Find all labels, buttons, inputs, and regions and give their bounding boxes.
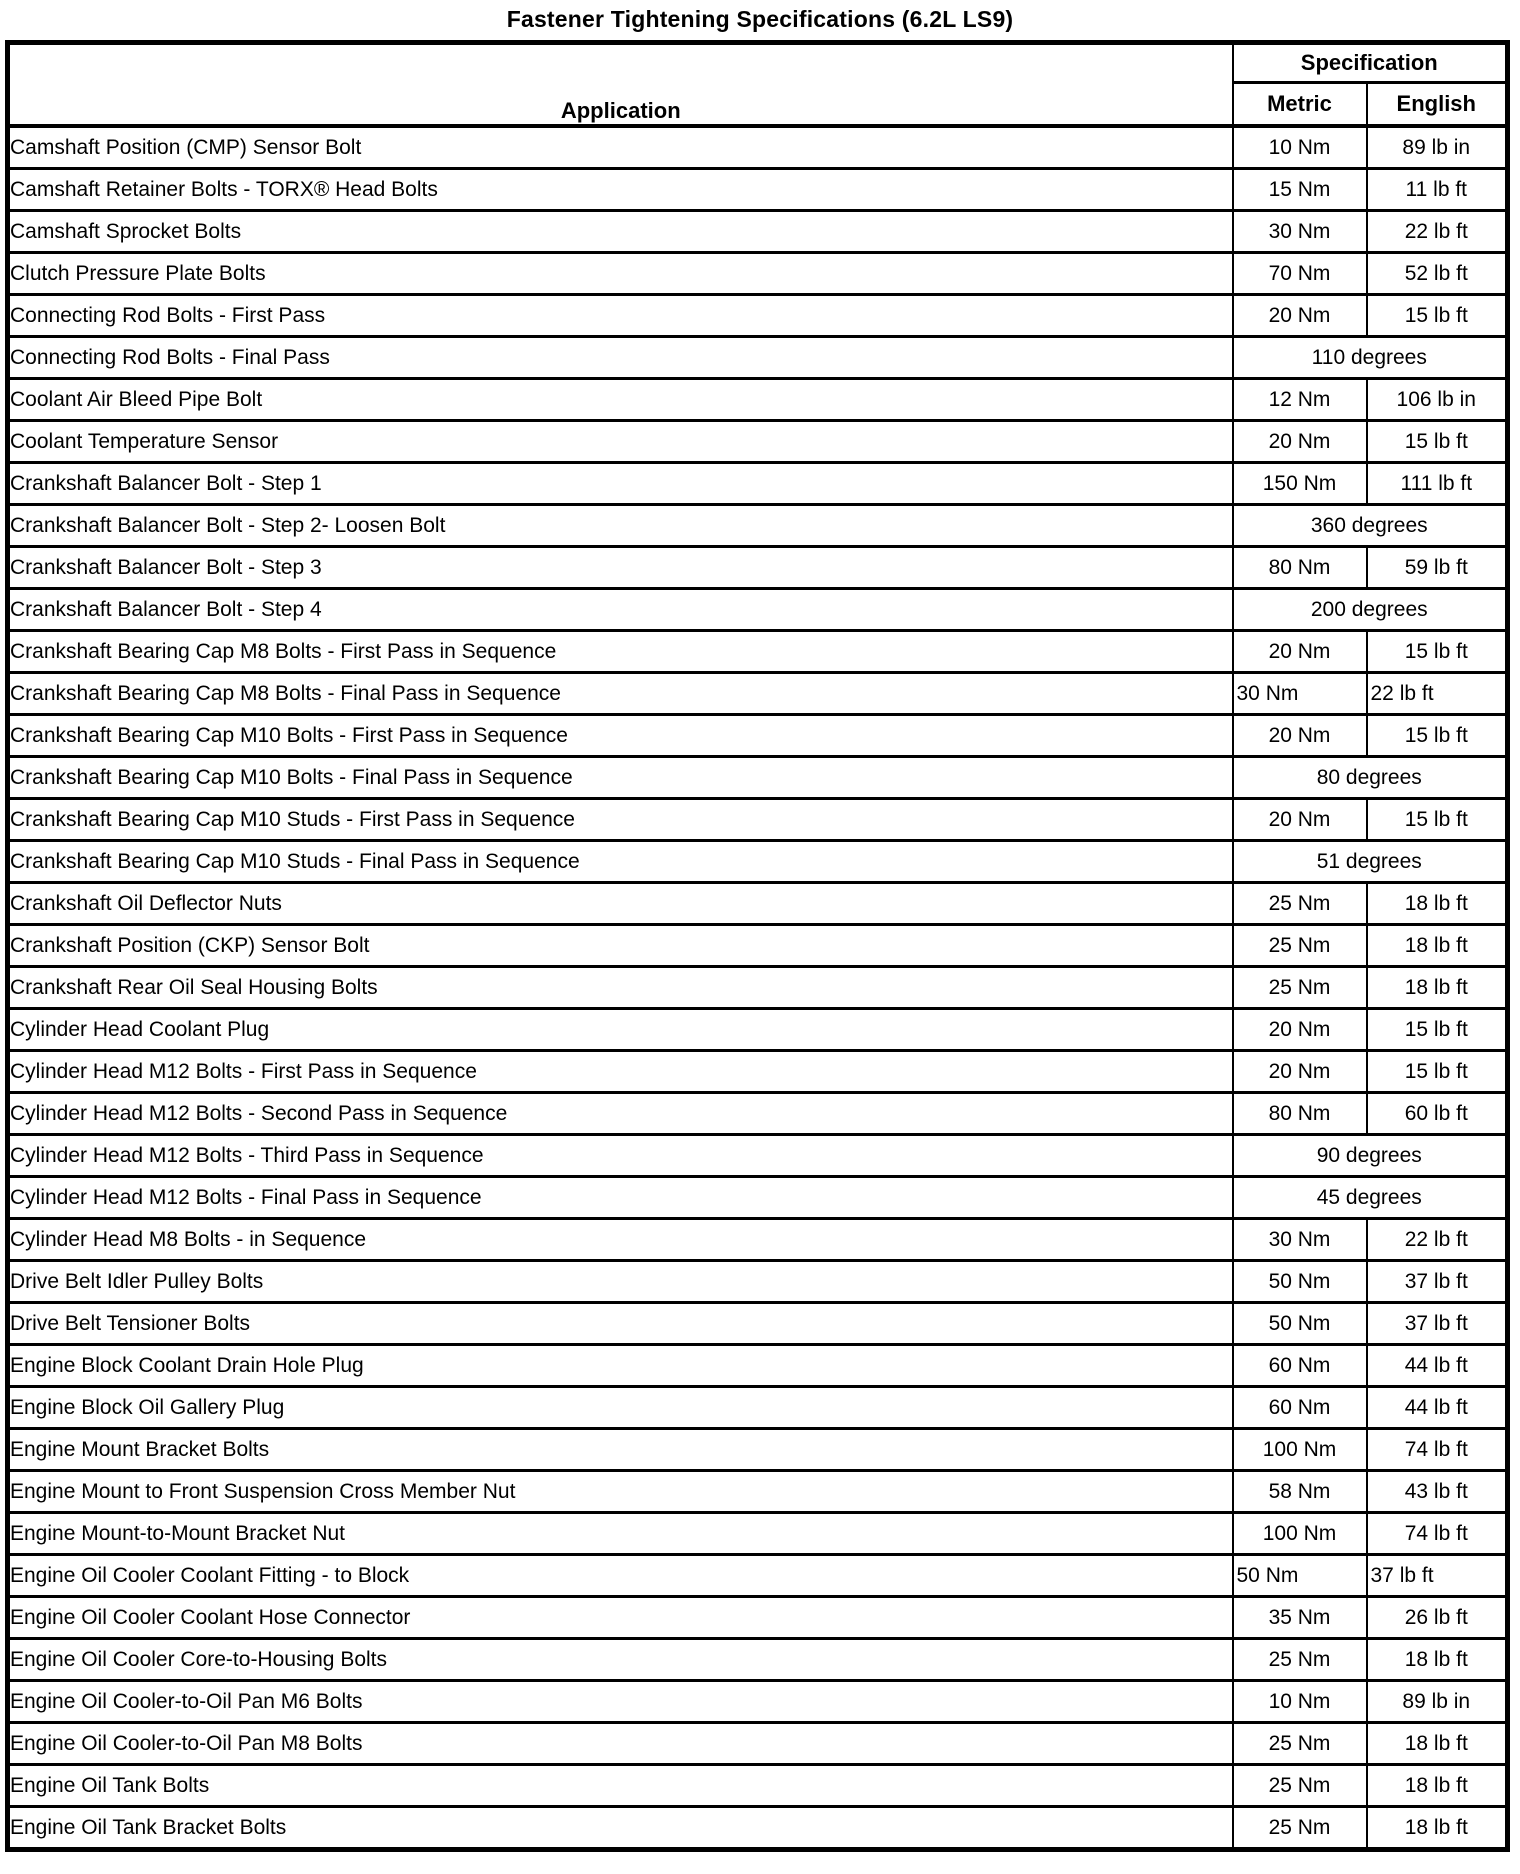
table-row <box>8 1429 1508 1471</box>
application-cell: Coolant Air Bleed Pipe Bolt <box>8 379 1233 421</box>
application-cell: Crankshaft Rear Oil Seal Housing Bolts <box>8 967 1233 1009</box>
metric-cell: 150 Nm <box>1233 463 1367 505</box>
metric-cell: 15 Nm <box>1233 169 1367 211</box>
english-cell: 15 lb ft <box>1367 1051 1508 1093</box>
table-row <box>8 1387 1508 1429</box>
table-row <box>8 841 1508 883</box>
application-cell: Crankshaft Bearing Cap M10 Bolts - Final Pass in Sequence <box>8 757 1233 799</box>
specification-span-cell: 90 degrees <box>1233 1135 1508 1177</box>
application-cell: Crankshaft Balancer Bolt - Step 3 <box>8 547 1233 589</box>
table-row <box>8 1639 1508 1681</box>
english-cell: 15 lb ft <box>1367 421 1508 463</box>
metric-cell: 20 Nm <box>1233 1009 1367 1051</box>
application-cell: Engine Oil Cooler Core-to-Housing Bolts <box>8 1639 1233 1681</box>
metric-cell: 100 Nm <box>1233 1513 1367 1555</box>
table-row <box>8 673 1508 715</box>
metric-cell: 20 Nm <box>1233 631 1367 673</box>
table-row <box>8 925 1508 967</box>
table-row <box>8 1765 1508 1807</box>
english-cell: 11 lb ft <box>1367 169 1508 211</box>
table-row <box>8 967 1508 1009</box>
application-cell: Engine Oil Tank Bolts <box>8 1765 1233 1807</box>
english-cell: 18 lb ft <box>1367 1723 1508 1765</box>
english-cell: 15 lb ft <box>1367 631 1508 673</box>
table-row <box>8 1807 1508 1850</box>
english-header: English <box>1367 83 1508 127</box>
table-row <box>8 1345 1508 1387</box>
table-row <box>8 253 1508 295</box>
english-cell: 60 lb ft <box>1367 1093 1508 1135</box>
metric-cell: 35 Nm <box>1233 1597 1367 1639</box>
english-cell: 37 lb ft <box>1367 1303 1508 1345</box>
application-cell: Cylinder Head M12 Bolts - First Pass in Sequence <box>8 1051 1233 1093</box>
application-cell: Camshaft Sprocket Bolts <box>8 211 1233 253</box>
metric-cell: 25 Nm <box>1233 1639 1367 1681</box>
english-cell: 89 lb in <box>1367 126 1508 169</box>
application-cell: Engine Mount to Front Suspension Cross Member Nut <box>8 1471 1233 1513</box>
table-body <box>8 126 1508 1850</box>
application-cell: Camshaft Position (CMP) Sensor Bolt <box>8 126 1233 169</box>
english-cell: 106 lb in <box>1367 379 1508 421</box>
metric-cell: 70 Nm <box>1233 253 1367 295</box>
table-row <box>8 463 1508 505</box>
table-row <box>8 169 1508 211</box>
application-cell: Crankshaft Balancer Bolt - Step 4 <box>8 589 1233 631</box>
specification-span-cell: 360 degrees <box>1233 505 1508 547</box>
metric-cell: 25 Nm <box>1233 1723 1367 1765</box>
specification-span-cell: 200 degrees <box>1233 589 1508 631</box>
english-cell: 59 lb ft <box>1367 547 1508 589</box>
application-cell: Engine Block Oil Gallery Plug <box>8 1387 1233 1429</box>
english-cell: 44 lb ft <box>1367 1387 1508 1429</box>
application-cell: Crankshaft Bearing Cap M10 Studs - Final Pass in Sequence <box>8 841 1233 883</box>
table-row <box>8 1555 1508 1597</box>
table-row <box>8 1303 1508 1345</box>
metric-cell: 25 Nm <box>1233 883 1367 925</box>
metric-cell: 30 Nm <box>1233 211 1367 253</box>
table-row <box>8 295 1508 337</box>
english-cell: 18 lb ft <box>1367 883 1508 925</box>
table-row <box>8 883 1508 925</box>
metric-cell: 12 Nm <box>1233 379 1367 421</box>
table-row <box>8 547 1508 589</box>
table-row <box>8 421 1508 463</box>
metric-cell: 20 Nm <box>1233 799 1367 841</box>
metric-cell: 50 Nm <box>1233 1303 1367 1345</box>
application-cell: Crankshaft Bearing Cap M8 Bolts - Final Pass in Sequence <box>8 673 1233 715</box>
table-row <box>8 715 1508 757</box>
table-row <box>8 126 1508 169</box>
application-cell: Crankshaft Balancer Bolt - Step 1 <box>8 463 1233 505</box>
specification-span-cell: 51 degrees <box>1233 841 1508 883</box>
application-cell: Cylinder Head M12 Bolts - Final Pass in Sequence <box>8 1177 1233 1219</box>
application-cell: Cylinder Head M8 Bolts - in Sequence <box>8 1219 1233 1261</box>
application-cell: Drive Belt Tensioner Bolts <box>8 1303 1233 1345</box>
application-cell: Connecting Rod Bolts - First Pass <box>8 295 1233 337</box>
metric-cell: 60 Nm <box>1233 1387 1367 1429</box>
english-cell: 111 lb ft <box>1367 463 1508 505</box>
english-cell: 52 lb ft <box>1367 253 1508 295</box>
table-row <box>8 757 1508 799</box>
table-row <box>8 505 1508 547</box>
english-cell: 74 lb ft <box>1367 1429 1508 1471</box>
english-cell: 15 lb ft <box>1367 799 1508 841</box>
table-row <box>8 1723 1508 1765</box>
application-cell: Crankshaft Balancer Bolt - Step 2- Loosen Bolt <box>8 505 1233 547</box>
application-cell: Connecting Rod Bolts - Final Pass <box>8 337 1233 379</box>
table-row <box>8 631 1508 673</box>
english-cell: 15 lb ft <box>1367 1009 1508 1051</box>
header-row-specification <box>8 43 1508 83</box>
table-row <box>8 1051 1508 1093</box>
application-cell: Engine Oil Tank Bracket Bolts <box>8 1807 1233 1850</box>
english-cell: 22 lb ft <box>1367 211 1508 253</box>
application-cell: Crankshaft Position (CKP) Sensor Bolt <box>8 925 1233 967</box>
application-cell: Engine Block Coolant Drain Hole Plug <box>8 1345 1233 1387</box>
application-cell: Engine Oil Cooler-to-Oil Pan M6 Bolts <box>8 1681 1233 1723</box>
english-cell: 43 lb ft <box>1367 1471 1508 1513</box>
english-cell: 18 lb ft <box>1367 1639 1508 1681</box>
metric-cell: 58 Nm <box>1233 1471 1367 1513</box>
english-cell: 44 lb ft <box>1367 1345 1508 1387</box>
specification-header: Specification <box>1233 43 1508 83</box>
metric-cell: 50 Nm <box>1233 1261 1367 1303</box>
table-row <box>8 1093 1508 1135</box>
application-cell: Camshaft Retainer Bolts - TORX® Head Bolts <box>8 169 1233 211</box>
table-row <box>8 379 1508 421</box>
english-cell: 15 lb ft <box>1367 715 1508 757</box>
application-cell: Cylinder Head M12 Bolts - Second Pass in Sequence <box>8 1093 1233 1135</box>
table-row <box>8 1219 1508 1261</box>
english-cell: 18 lb ft <box>1367 1807 1508 1850</box>
metric-cell: 100 Nm <box>1233 1429 1367 1471</box>
application-cell: Crankshaft Bearing Cap M10 Bolts - First Pass in Sequence <box>8 715 1233 757</box>
metric-cell: 50 Nm <box>1233 1555 1367 1597</box>
table-header <box>8 43 1508 127</box>
metric-cell: 25 Nm <box>1233 967 1367 1009</box>
application-cell: Cylinder Head M12 Bolts - Third Pass in Sequence <box>8 1135 1233 1177</box>
metric-cell: 20 Nm <box>1233 1051 1367 1093</box>
table-row <box>8 1513 1508 1555</box>
application-cell: Crankshaft Bearing Cap M10 Studs - First Pass in Sequence <box>8 799 1233 841</box>
specification-span-cell: 110 degrees <box>1233 337 1508 379</box>
metric-cell: 10 Nm <box>1233 1681 1367 1723</box>
english-cell: 37 lb ft <box>1367 1555 1508 1597</box>
english-cell: 15 lb ft <box>1367 295 1508 337</box>
table-row <box>8 1597 1508 1639</box>
spec-table <box>5 40 1510 1852</box>
table-row <box>8 1177 1508 1219</box>
table-row <box>8 1135 1508 1177</box>
application-cell: Crankshaft Bearing Cap M8 Bolts - First Pass in Sequence <box>8 631 1233 673</box>
application-cell: Coolant Temperature Sensor <box>8 421 1233 463</box>
english-cell: 89 lb in <box>1367 1681 1508 1723</box>
metric-cell: 25 Nm <box>1233 1807 1367 1850</box>
english-cell: 26 lb ft <box>1367 1597 1508 1639</box>
specification-span-cell: 80 degrees <box>1233 757 1508 799</box>
application-cell: Engine Mount Bracket Bolts <box>8 1429 1233 1471</box>
english-cell: 18 lb ft <box>1367 967 1508 1009</box>
application-cell: Engine Oil Cooler Coolant Fitting - to Block <box>8 1555 1233 1597</box>
table-row <box>8 1009 1508 1051</box>
metric-cell: 20 Nm <box>1233 715 1367 757</box>
specification-span-cell: 45 degrees <box>1233 1177 1508 1219</box>
table-row <box>8 1471 1508 1513</box>
english-cell: 22 lb ft <box>1367 1219 1508 1261</box>
application-cell: Engine Oil Cooler-to-Oil Pan M8 Bolts <box>8 1723 1233 1765</box>
table-row <box>8 799 1508 841</box>
application-cell: Engine Oil Cooler Coolant Hose Connector <box>8 1597 1233 1639</box>
english-cell: 22 lb ft <box>1367 673 1508 715</box>
table-row <box>8 1681 1508 1723</box>
metric-cell: 80 Nm <box>1233 547 1367 589</box>
english-cell: 18 lb ft <box>1367 1765 1508 1807</box>
metric-cell: 25 Nm <box>1233 925 1367 967</box>
table-row <box>8 211 1508 253</box>
metric-cell: 30 Nm <box>1233 1219 1367 1261</box>
application-cell: Drive Belt Idler Pulley Bolts <box>8 1261 1233 1303</box>
metric-cell: 10 Nm <box>1233 126 1367 169</box>
metric-cell: 80 Nm <box>1233 1093 1367 1135</box>
english-cell: 74 lb ft <box>1367 1513 1508 1555</box>
table-row <box>8 1261 1508 1303</box>
application-cell: Engine Mount-to-Mount Bracket Nut <box>8 1513 1233 1555</box>
metric-cell: 20 Nm <box>1233 421 1367 463</box>
application-cell: Clutch Pressure Plate Bolts <box>8 253 1233 295</box>
table-row <box>8 589 1508 631</box>
application-header: Application <box>8 43 1233 127</box>
metric-cell: 60 Nm <box>1233 1345 1367 1387</box>
english-cell: 18 lb ft <box>1367 925 1508 967</box>
application-cell: Cylinder Head Coolant Plug <box>8 1009 1233 1051</box>
metric-cell: 25 Nm <box>1233 1765 1367 1807</box>
application-cell: Crankshaft Oil Deflector Nuts <box>8 883 1233 925</box>
metric-cell: 30 Nm <box>1233 673 1367 715</box>
metric-cell: 20 Nm <box>1233 295 1367 337</box>
english-cell: 37 lb ft <box>1367 1261 1508 1303</box>
page-title: Fastener Tightening Specifications (6.2L LS9) <box>506 6 1014 32</box>
table-row <box>8 337 1508 379</box>
metric-header: Metric <box>1233 83 1367 127</box>
